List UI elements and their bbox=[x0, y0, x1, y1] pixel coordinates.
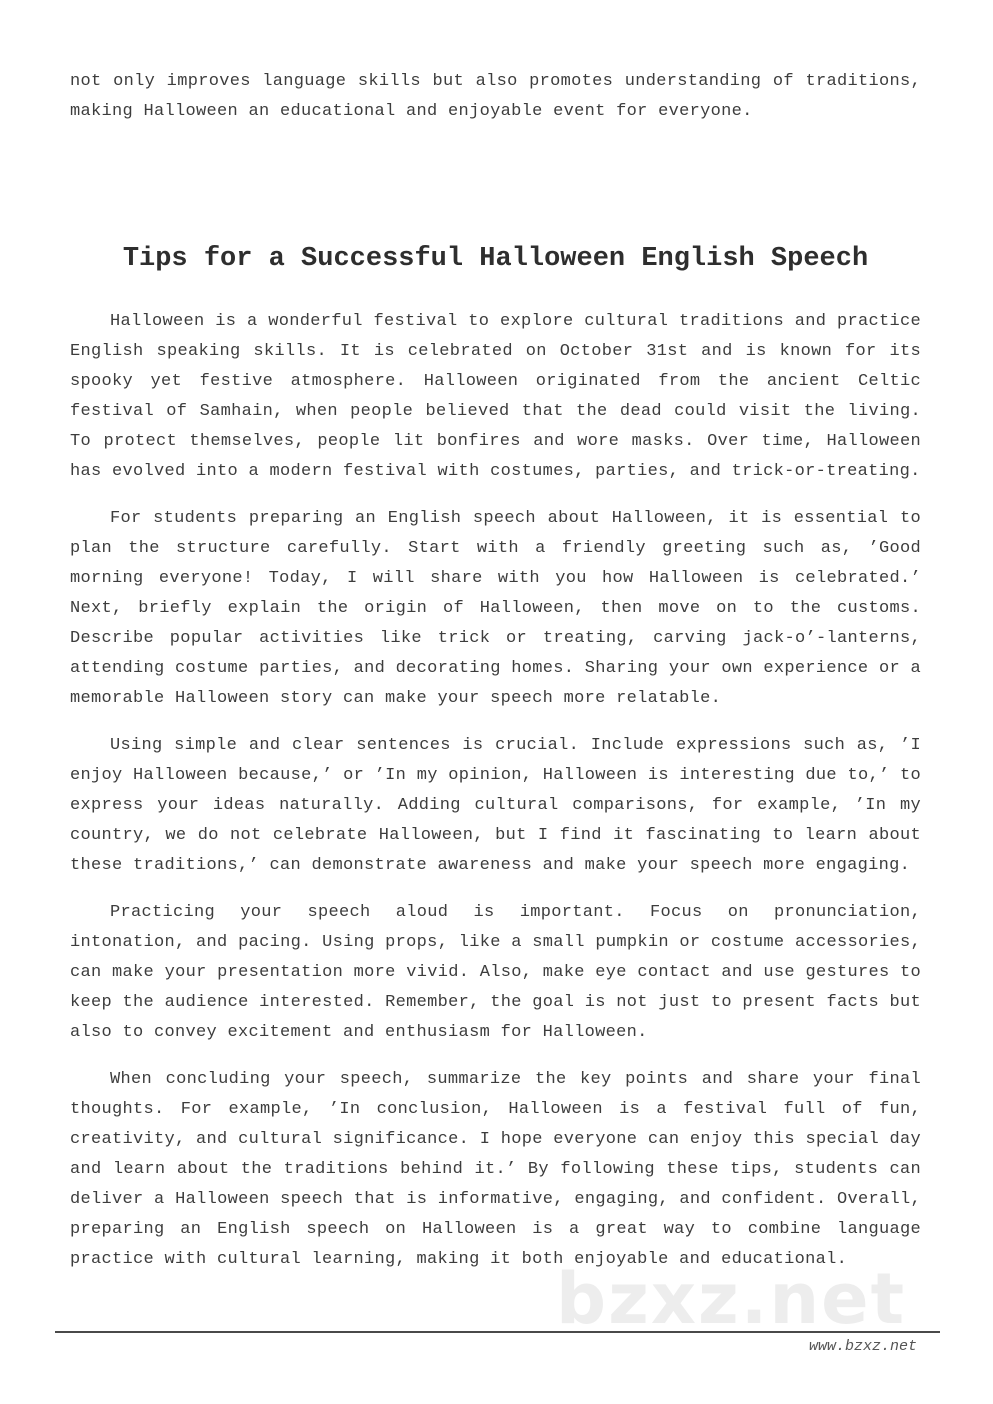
continuation-paragraph: not only improves language skills but also promotes understanding of traditions, making Halloween an educational and enjoyable event for everyone. bbox=[70, 72, 921, 121]
document-page bbox=[70, 0, 921, 1275]
body-paragraph-5: When concluding your speech, summarize the key points and share your final thoughts. For example, ’In conclusion, Halloween is a festival full of fun, creativity, and cultural significance. I hope everyone can enjoy this special day and learn about the traditions behind it.’ By following these tips, students can deliver a Halloween speech that is informative, engaging, and confident. Overall, preparing an English speech on Halloween is a great way to combine language practice with cultural learning, making it both enjoyable and educational. bbox=[70, 1070, 921, 1269]
body-paragraph-4: Practicing your speech aloud is important. Focus on pronunciation, intonation, and pacing. Using props, like a small pumpkin or costume accessories, can make your presentation more vivid. Also, make eye contact and use gestures to keep the audience interested. Remember, the goal is not just to present facts but also to convey excitement and enthusiasm for Halloween. bbox=[70, 903, 921, 1042]
body-paragraph-3: Using simple and clear sentences is crucial. Include expressions such as, ’I enjoy Halloween because,’ or ’In my opinion, Halloween is interesting due to,’ to express your ideas naturally. Adding cultural comparisons, for example, ’In my country, we do not celebrate Halloween, but I find it fascinating to learn about these traditions,’ can demonstrate awareness and make your speech more engaging. bbox=[70, 736, 921, 875]
footer-divider bbox=[55, 1331, 940, 1333]
body-paragraph-2: For students preparing an English speech about Halloween, it is essential to plan the structure carefully. Start with a friendly greeting such as, ’Good morning everyone! Today, I will share with you how Halloween is celebrated.’ Next, briefly explain the origin of Halloween, then move on to the customs. Describe popular activities like trick or treating, carving jack-o’-lanterns, attending costume parties, and decorating homes. Sharing your own experience or a memorable Halloween story can make your speech more relatable. bbox=[70, 509, 921, 708]
page-title: Tips for a Successful Halloween English Speech bbox=[122, 244, 869, 274]
watermark-text: bzxz.net bbox=[556, 1258, 907, 1340]
body-paragraph-1: Halloween is a wonderful festival to explore cultural traditions and practice English speaking skills. It is celebrated on October 31st and is known for its spooky yet festive atmosphere. Halloween originated from the ancient Celtic festival of Samhain, when people believed that the dead could visit the living. To protect themselves, people lit bonfires and wore masks. Over time, Halloween has evolved into a modern festival with costumes, parties, and trick-or-treating. bbox=[70, 312, 921, 481]
footer-website-url: www.bzxz.net bbox=[808, 1338, 917, 1355]
